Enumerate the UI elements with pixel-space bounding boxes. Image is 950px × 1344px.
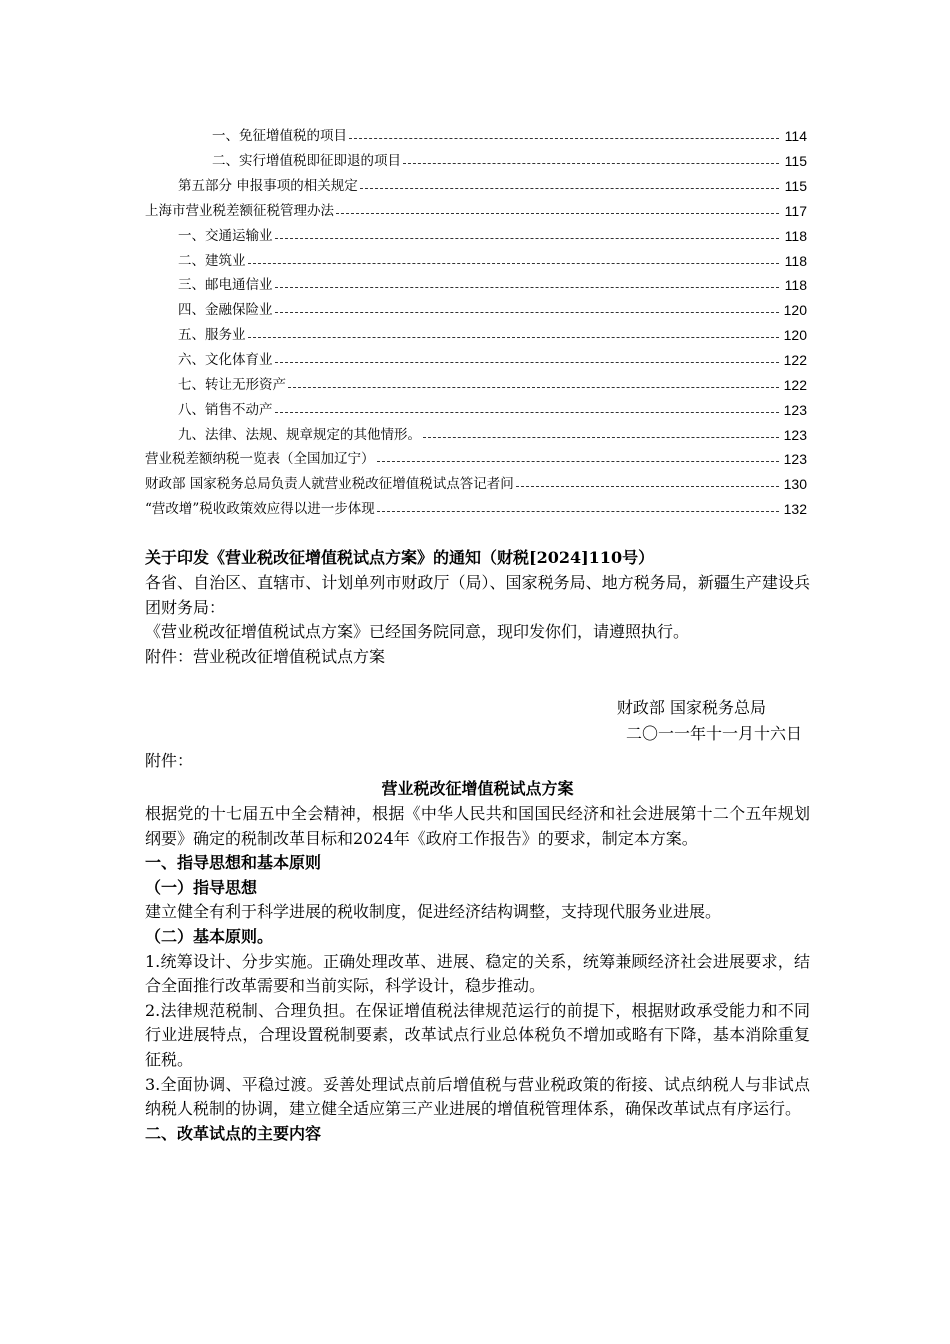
toc-entry-title: 二、实行增值税即征即退的项目	[212, 153, 401, 170]
toc-entry-title: 一、交通运输业	[178, 227, 273, 244]
toc-leader-dots	[275, 312, 780, 313]
toc-entry-title: 八、销售不动产	[178, 401, 273, 418]
toc-leader-dots	[516, 486, 779, 487]
toc-entry-title: 第五部分 申报事项的相关规定	[178, 178, 358, 195]
section-heading-1: 一、指导思想和基本原则	[145, 853, 322, 873]
toc-entry[interactable]	[0, 248, 950, 273]
toc-entry[interactable]	[0, 273, 950, 298]
toc-entry-title: 九、法律、法规、规章规定的其他情形。	[178, 426, 421, 443]
toc-entry-title: 二、建筑业	[178, 252, 246, 269]
attachment-label: 附件：	[145, 751, 194, 771]
toc-entry-title: 四、金融保险业	[178, 302, 273, 319]
toc-entry-title: 一、免征增值税的项目	[212, 128, 347, 145]
toc-leader-dots	[423, 437, 779, 438]
principle-item: 2.法律规范税制、合理负担。在保证增值税法律规范运行的前提下，根据财政承受能力和不同行业进展特点，合理设置税制要素，改革试点行业总体税负不增加或略有下降，基本消除重复征税。	[145, 1000, 810, 1069]
section-heading-2: 二、改革试点的主要内容	[145, 1123, 322, 1143]
notice-signer: 财政部 国家税务总局	[616, 698, 766, 718]
toc-entry-page: 120	[783, 302, 807, 319]
toc-entry-page: 115	[784, 153, 807, 170]
subsection-heading-principles: （二）基本原则。	[145, 926, 274, 946]
toc-leader-dots	[336, 213, 779, 214]
toc-leader-dots	[288, 387, 779, 388]
toc-entry[interactable]	[0, 372, 950, 397]
document-body	[145, 545, 810, 1146]
toc-entry-page: 122	[783, 352, 807, 369]
toc-entry-title: 七、转让无形资产	[178, 376, 286, 393]
toc-leader-dots	[403, 163, 779, 164]
toc-entry-page: 120	[783, 327, 807, 344]
toc-entry-page: 130	[783, 476, 807, 493]
toc-entry-title: “营改增”税收政策效应得以进一步体现	[145, 501, 375, 518]
notice-date: 二〇一一年十一月十六日	[625, 724, 802, 744]
toc-entry-title: 五、服务业	[178, 327, 246, 344]
toc-entry-title: 上海市营业税差额征税管理办法	[145, 202, 334, 219]
toc-leader-dots	[275, 238, 780, 239]
toc-leader-dots	[360, 188, 779, 189]
toc-entry[interactable]	[0, 124, 950, 149]
notice-body: 《营业税改征增值税试点方案》已经国务院同意，现印发你们，请遵照执行。	[145, 622, 690, 642]
plan-intro: 根据党的十七届五中全会精神，根据《中华人民共和国国民经济和社会进展第十二个五年规划纲要》确定的税制改革目标和2024年《政府工作报告》的要求，制定本方案。	[145, 803, 810, 848]
toc-entry-title: 三、邮电通信业	[178, 277, 273, 294]
toc-entry-page: 122	[783, 376, 807, 393]
toc-entry[interactable]	[0, 497, 950, 522]
toc-entry-page: 115	[784, 178, 807, 195]
toc-entry-title: 财政部 国家税务总局负责人就营业税改征增值税试点答记者问	[145, 476, 514, 493]
toc-entry-page: 123	[783, 451, 807, 468]
toc-entry-page: 117	[784, 202, 807, 219]
toc-entry[interactable]	[0, 422, 950, 447]
toc-entry[interactable]	[0, 447, 950, 472]
toc-entry[interactable]	[0, 472, 950, 497]
toc-leader-dots	[275, 287, 780, 288]
principle-item: 3.全面协调、平稳过渡。妥善处理试点前后增值税与营业税政策的衔接、试点纳税人与非试点纳税人税制的协调，建立健全适应第三产业进展的增值税管理体系，确保改革试点有序运行。	[145, 1074, 810, 1119]
toc-leader-dots	[349, 138, 779, 139]
toc-entry-title: 营业税差额纳税一览表（全国加辽宁）	[145, 451, 375, 468]
toc-entry-page: 123	[783, 426, 807, 443]
toc-entry[interactable]	[0, 397, 950, 422]
notice-title: 关于印发《营业税改征增值税试点方案》的通知（财税[2024]110号）	[145, 548, 655, 567]
toc-leader-dots	[248, 337, 780, 338]
toc-entry-page: 118	[784, 277, 807, 294]
toc-entry-page: 118	[784, 227, 807, 244]
toc-entry[interactable]	[0, 323, 950, 348]
toc-leader-dots	[377, 511, 779, 512]
toc-leader-dots	[275, 362, 780, 363]
subsection-heading-guiding: （一）指导思想	[145, 877, 258, 897]
principle-item: 1.统筹设计、分步实施。正确处理改革、进展、稳定的关系，统筹兼顾经济社会进展要求，结合全面推行改革需要和当前实际，科学设计，稳步推动。	[145, 951, 810, 996]
toc-entry[interactable]	[0, 174, 950, 199]
toc-leader-dots	[377, 461, 780, 462]
plan-title: 营业税改征增值税试点方案	[381, 778, 574, 798]
toc-entry-page: 114	[784, 128, 807, 145]
table-of-contents	[0, 124, 950, 522]
toc-leader-dots	[275, 412, 780, 413]
toc-entry-page: 118	[784, 252, 807, 269]
toc-entry[interactable]	[0, 199, 950, 224]
toc-entry[interactable]	[0, 223, 950, 248]
toc-entry-page: 132	[783, 501, 807, 518]
toc-leader-dots	[248, 263, 780, 264]
toc-entry-title: 六、文化体育业	[178, 352, 273, 369]
guiding-text: 建立健全有利于科学进展的税收制度，促进经济结构调整，支持现代服务业进展。	[145, 902, 722, 922]
toc-entry[interactable]	[0, 149, 950, 174]
notice-recipients: 各省、自治区、直辖市、计划单列市财政厅（局）、国家税务局、地方税务局，新疆生产建设兵团财务局：	[145, 573, 810, 617]
toc-entry[interactable]	[0, 348, 950, 373]
notice-attachment: 附件：营业税改征增值税试点方案	[145, 646, 386, 666]
toc-entry[interactable]	[0, 298, 950, 323]
toc-entry-page: 123	[783, 401, 807, 418]
